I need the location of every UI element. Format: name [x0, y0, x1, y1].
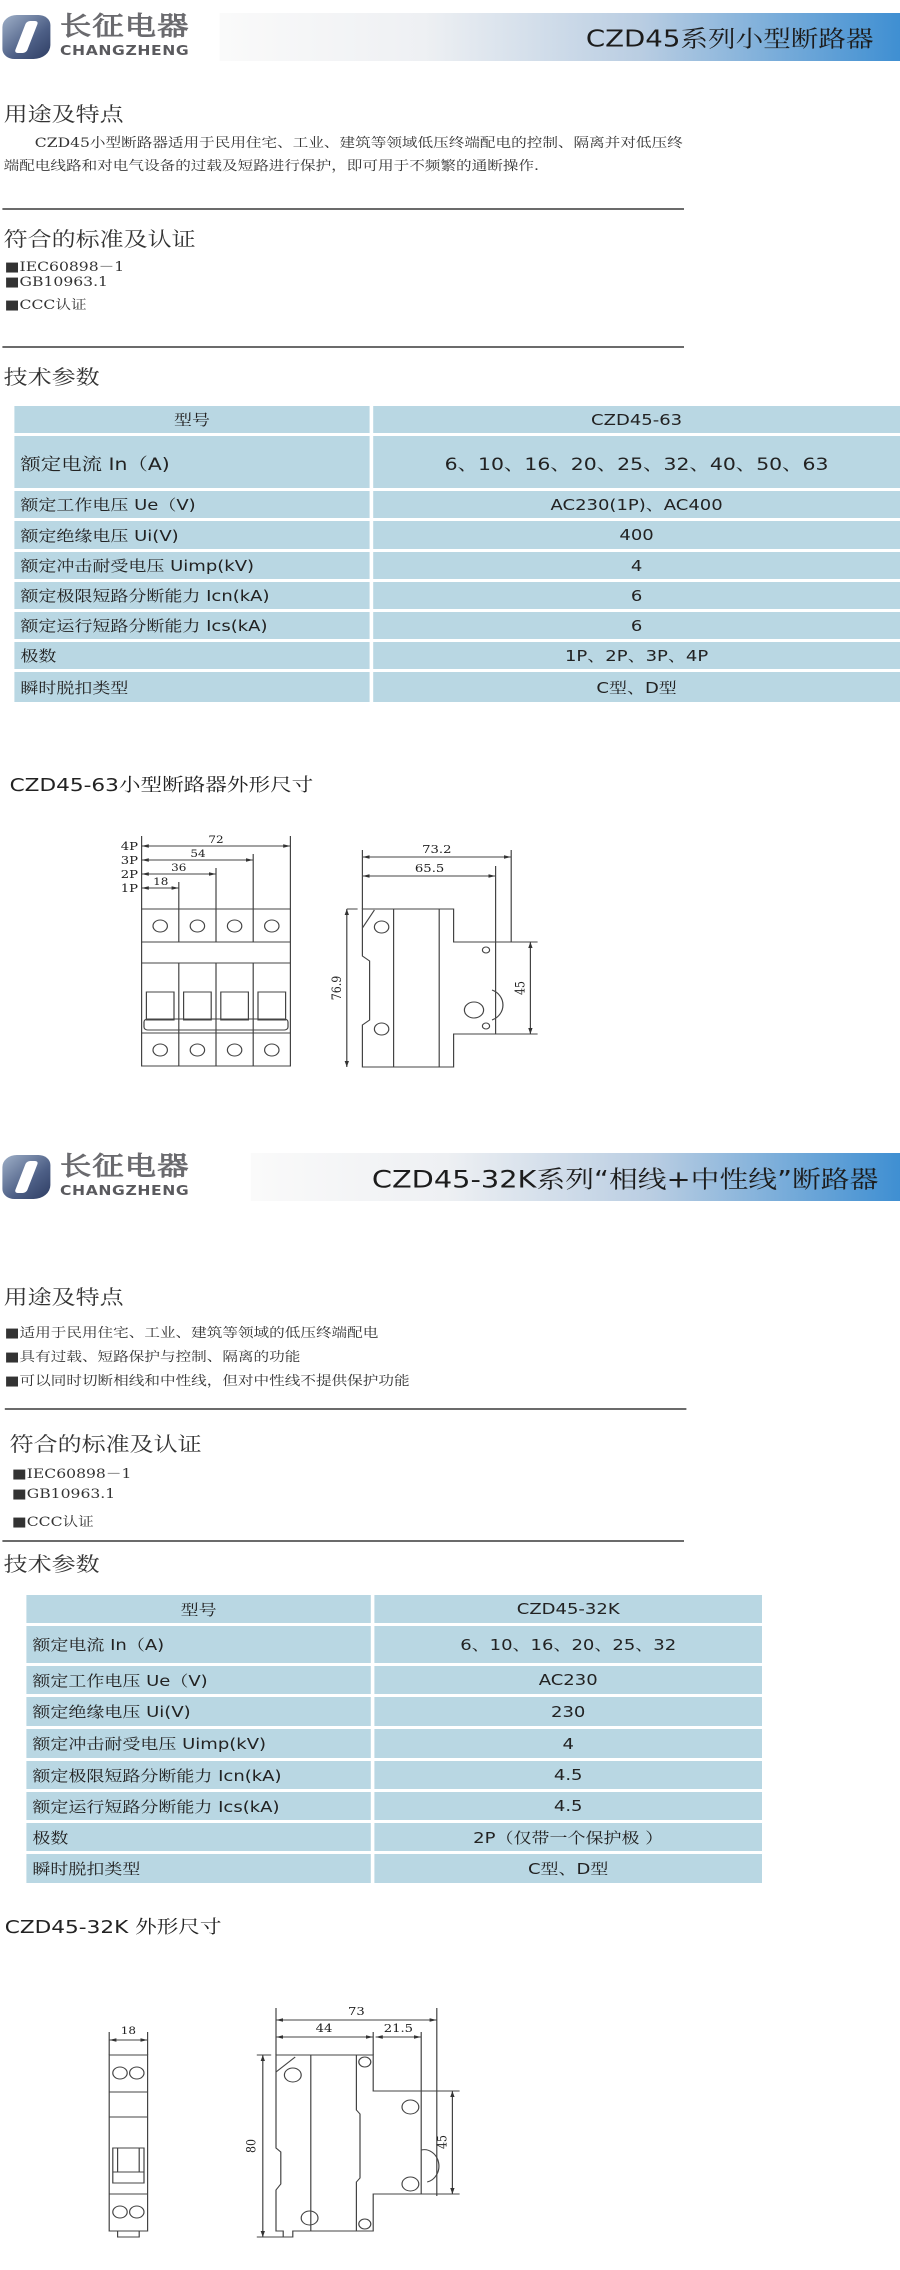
table-row — [26, 1823, 762, 1851]
table-row — [14, 491, 900, 518]
param-name: 额定电流 In（A) — [14, 436, 369, 488]
dim-73-2: 73.2 — [422, 843, 452, 856]
pole-label: 4P — [120, 840, 138, 853]
pole-modules — [144, 909, 288, 1066]
logo-name-en: CHANGZHENG — [60, 1184, 190, 1199]
divider — [2, 208, 684, 210]
param-name: 额定绝缘电压 Ui(V) — [14, 521, 369, 549]
param-name: 极数 — [26, 1823, 370, 1851]
param-value: 6、10、16、20、25、32 — [374, 1626, 762, 1663]
pole-label: 3P — [120, 854, 138, 867]
params-heading: 技术参数 — [3, 1552, 100, 1576]
standard-item: ■IEC60898－1 — [12, 1467, 132, 1482]
header-cell: 型号 — [26, 1595, 370, 1623]
dim-54: 54 — [190, 847, 206, 860]
dim-73: 73 — [348, 2005, 365, 2018]
table-row — [14, 642, 900, 669]
param-value: 2P（仅带一个保护极 ） — [374, 1823, 762, 1851]
spec-table — [14, 406, 900, 702]
table-header-row — [26, 1595, 762, 1623]
header-cell: CZD45-63 — [373, 406, 900, 433]
param-value: 4 — [374, 1729, 762, 1758]
logo-icon — [2, 1155, 50, 1199]
divider — [5, 1408, 687, 1410]
title-banner — [220, 13, 900, 61]
pole-label: 2P — [120, 868, 138, 881]
header-cell: 型号 — [14, 406, 369, 433]
param-name: 瞬时脱扣类型 — [26, 1854, 370, 1883]
table-row — [26, 1666, 762, 1694]
brand-logo — [0, 13, 206, 61]
table-row — [26, 1626, 762, 1663]
dim-21-5: 21.5 — [383, 2022, 414, 2035]
param-name: 额定电流 In（A) — [26, 1626, 370, 1663]
table-row — [14, 521, 900, 549]
standard-item: ■GB10963.1 — [4, 275, 108, 290]
standard-item: ■CCC认证 — [4, 298, 87, 313]
usage-heading: 用途及特点 — [3, 1285, 124, 1309]
param-value: 400 — [373, 521, 900, 549]
table-row — [14, 672, 900, 702]
table-row — [26, 1854, 762, 1883]
dimension-diagram-title: CZD45-32K 外形尺寸 — [4, 1917, 222, 1938]
logo-icon — [2, 15, 50, 59]
standard-item: ■IEC60898－1 — [4, 260, 125, 275]
param-name: 极数 — [14, 642, 369, 669]
table-row — [26, 1729, 762, 1758]
table-row — [14, 552, 900, 579]
dim-44: 44 — [315, 2022, 333, 2035]
table-header-row — [14, 406, 900, 433]
usage-item: ■适用于民用住宅、工业、建筑等领域的低压终端配电 — [4, 1326, 379, 1341]
product-title: CZD45系列小型断路器 — [585, 26, 874, 53]
param-name: 额定工作电压 Ue（V) — [26, 1666, 370, 1694]
param-value: 6 — [373, 582, 900, 609]
dim-76-9: 76.9 — [328, 975, 345, 1001]
table-row — [26, 1792, 762, 1820]
dim-80: 80 — [243, 2139, 259, 2153]
param-name: 瞬时脱扣类型 — [14, 672, 369, 702]
param-name: 额定冲击耐受电压 Uimp(kV) — [14, 552, 369, 579]
dim-36: 36 — [171, 861, 187, 874]
dim-45: 45 — [512, 981, 528, 995]
brand-logo — [0, 1153, 206, 1201]
table-row — [14, 436, 900, 488]
param-name: 额定冲击耐受电压 Uimp(kV) — [26, 1729, 370, 1758]
param-value: 4.5 — [374, 1761, 762, 1789]
param-value: C型、D型 — [374, 1854, 762, 1883]
param-name: 额定运行短路分断能力 Ics(kA) — [14, 612, 369, 639]
table-row — [26, 1697, 762, 1726]
param-name: 额定极限短路分断能力 Icn(kA) — [14, 582, 369, 609]
title-banner — [251, 1153, 900, 1201]
param-value: C型、D型 — [373, 672, 900, 702]
side-view — [244, 2005, 460, 2237]
spec-table — [26, 1595, 762, 1883]
usage-item: ■具有过载、短路保护与控制、隔离的功能 — [4, 1350, 301, 1365]
logo-name-cn: 长征电器 — [60, 12, 190, 42]
dimension-drawing-63 — [0, 830, 900, 1080]
param-value: AC230 — [374, 1666, 762, 1694]
param-value: AC230(1P)、AC400 — [373, 491, 900, 518]
dimension-diagram-title: CZD45-63小型断路器外形尺寸 — [9, 775, 314, 796]
usage-item: ■可以同时切断相线和中性线，但对中性线不提供保护功能 — [4, 1374, 410, 1389]
dim-45: 45 — [434, 2135, 450, 2149]
standards-heading: 符合的标准及认证 — [9, 1432, 202, 1456]
dim-18: 18 — [153, 875, 169, 888]
param-value: 6 — [373, 612, 900, 639]
standards-heading: 符合的标准及认证 — [3, 227, 196, 251]
param-value: 4.5 — [374, 1792, 762, 1820]
product-title: CZD45-32K系列“相线+中性线”断路器 — [371, 1165, 879, 1194]
param-name: 额定运行短路分断能力 Ics(kA) — [26, 1792, 370, 1820]
param-value: 4 — [373, 552, 900, 579]
logo-name-en: CHANGZHENG — [60, 44, 190, 59]
side-view — [329, 843, 538, 1067]
param-value: 1P、2P、3P、4P — [373, 642, 900, 669]
usage-paragraph — [4, 132, 688, 178]
table-row — [26, 1761, 762, 1789]
dim-65-5: 65.5 — [414, 862, 445, 875]
param-value: 230 — [374, 1697, 762, 1726]
dim-18: 18 — [120, 2024, 137, 2037]
dimension-drawing-32k — [0, 2000, 900, 2250]
param-name: 额定绝缘电压 Ui(V) — [26, 1697, 370, 1726]
table-row — [14, 582, 900, 609]
standard-item: ■GB10963.1 — [12, 1487, 116, 1502]
divider — [2, 346, 684, 348]
front-view — [121, 834, 291, 1066]
param-name: 额定极限短路分断能力 Icn(kA) — [26, 1761, 370, 1789]
header-cell: CZD45-32K — [374, 1595, 762, 1623]
params-heading: 技术参数 — [3, 365, 100, 389]
logo-name-cn: 长征电器 — [60, 1152, 190, 1182]
pole-label: 1P — [120, 882, 138, 895]
param-name: 额定工作电压 Ue（V) — [14, 491, 369, 518]
usage-heading: 用途及特点 — [3, 102, 124, 126]
divider — [2, 1540, 684, 1542]
standard-item: ■CCC认证 — [12, 1515, 94, 1530]
param-value: 6、10、16、20、25、32、40、50、63 — [373, 436, 900, 488]
front-view — [109, 2025, 147, 2237]
usage-text: CZD45小型断路器适用于民用住宅、工业、建筑等领域低压终端配电的控制、隔离并对低压终端配电线路和对电气设备的过载及短路进行保护，即可用于不频繁的通断操作. — [3, 136, 683, 174]
dim-72: 72 — [208, 833, 224, 846]
table-row — [14, 612, 900, 639]
